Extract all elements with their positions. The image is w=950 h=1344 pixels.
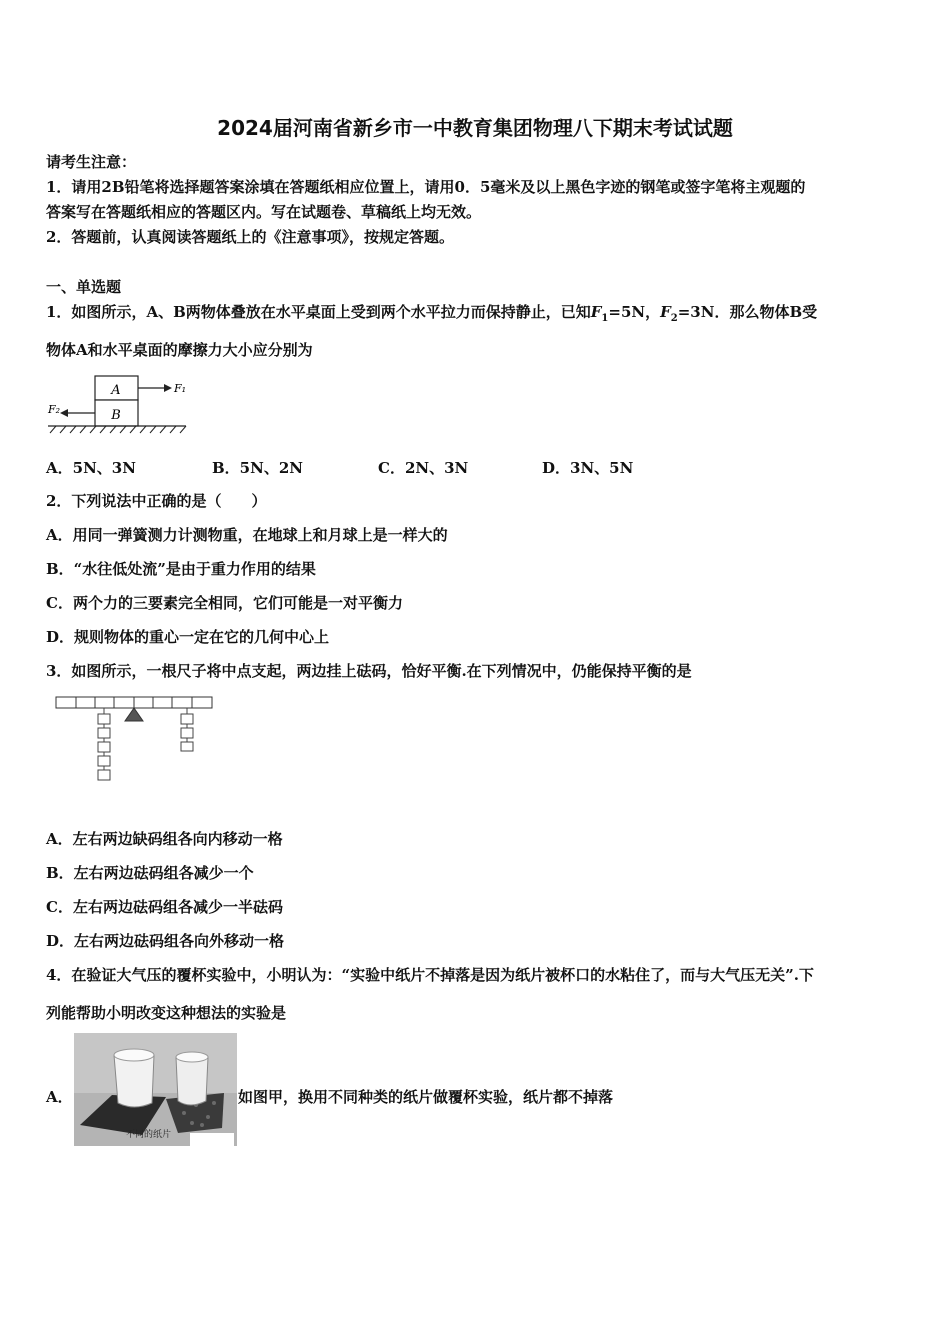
q1-option-a[interactable]: A．5N、3N: [46, 459, 136, 477]
f2-label: F₂: [48, 403, 61, 416]
q3-lever-figure: [54, 694, 219, 790]
notice-line-3: 2．答题前，认真阅读答题纸上的《注意事项》，按规定答题。: [46, 228, 454, 246]
q4-cups-photo: [74, 1033, 237, 1146]
q4-option-a-text[interactable]: 如图甲，换用不同种类的纸片做覆杯实验，纸片都不掉落: [238, 1088, 614, 1106]
q4-stem-line-1: 4．在验证大气压的覆杯实验中，小明认为：“实验中纸片不掉落是因为纸片被杯口的水粘住了，而与大气压无关”.下: [46, 966, 814, 984]
q1-stem-line-1: 1．如图所示，A、B两物体叠放在水平桌面上受到两个水平拉力而保持静止，已知$F_1=5N$，$F_2=3N$．那么物体B受: [46, 303, 818, 324]
q2-option-d[interactable]: D．规则物体的重心一定在它的几何中心上: [46, 628, 330, 646]
block-a-label: A: [111, 383, 121, 398]
q1-option-d[interactable]: D．3N、5N: [542, 459, 634, 477]
notice-heading: 请考生注意：: [46, 153, 137, 171]
q3-option-a[interactable]: A．左右两边缺码组各向内移动一格: [46, 830, 283, 848]
block-b-label: B: [111, 408, 121, 423]
notice-line-1: 1．请用2B铅笔将选择题答案涂填在答题纸相应位置上，请用0．5毫米及以上黑色字迹的钢笔或签字笔将主观题的: [46, 178, 806, 196]
q2-option-b[interactable]: B．“水往低处流”是由于重力作用的结果: [46, 560, 316, 578]
q1-stem-line-2: 物体A和水平桌面的摩擦力大小应分别为: [46, 341, 313, 359]
q3-stem: 3．如图所示，一根尺子将中点支起，两边挂上砝码，恰好平衡.在下列情况中，仍能保持平衡的是: [46, 662, 692, 680]
q1-option-c[interactable]: C．2N、3N: [378, 459, 469, 477]
q3-option-c[interactable]: C．左右两边砝码组各减少一半砝码: [46, 898, 283, 916]
q1-blocks-figure: [46, 372, 191, 437]
q4-option-a-label[interactable]: A．: [46, 1088, 73, 1106]
f1-label: F₁: [174, 382, 187, 395]
q1-option-b[interactable]: B．5N、2N: [212, 459, 303, 477]
q3-option-b[interactable]: B．左右两边砝码组各减少一个: [46, 864, 254, 882]
q4-stem-line-2: 列能帮助小明改变这种想法的实验是: [46, 1004, 287, 1022]
page-title: 2024届河南省新乡市一中教育集团物理八下期末考试试题: [217, 116, 733, 140]
q2-option-c[interactable]: C．两个力的三要素完全相同，它们可能是一对平衡力: [46, 594, 403, 612]
section-heading: 一、单选题: [46, 278, 122, 296]
q2-stem: 2．下列说法中正确的是（ ）: [46, 492, 267, 510]
photo-caption: 不同的纸片: [126, 1130, 172, 1140]
notice-line-2: 答案写在答题纸相应的答题区内。写在试题卷、草稿纸上均无效。: [46, 203, 482, 221]
q3-option-d[interactable]: D．左右两边砝码组各向外移动一格: [46, 932, 285, 950]
q2-option-a[interactable]: A．用同一弹簧测力计测物重，在地球上和月球上是一样大的: [46, 526, 448, 544]
